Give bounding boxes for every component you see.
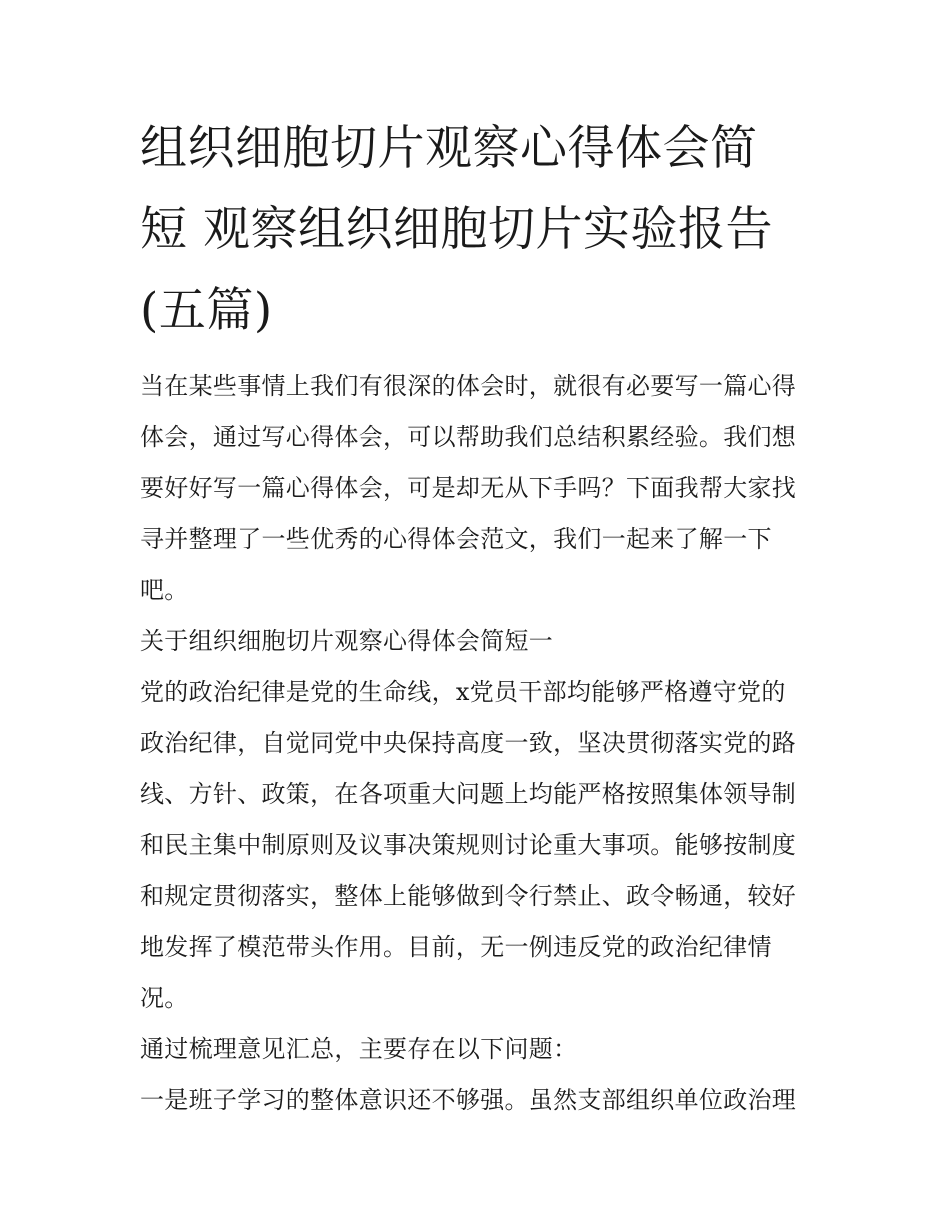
body-paragraph — [140, 1024, 820, 1075]
title-line: 组织细胞切片观察心得体会简 — [140, 121, 758, 176]
text-line: 一是班子学习的整体意识还不够强。虽然支部组织单位政治理 — [140, 1086, 797, 1114]
intro-paragraph — [140, 361, 820, 616]
text-line: 和规定贯彻落实，整体上能够做到令行禁止、政令畅通，较好 — [140, 882, 797, 910]
text-line: 况。 — [140, 984, 189, 1012]
text-line: 要好好写一篇心得体会，可是却无从下手吗？下面我帮大家找 — [140, 474, 797, 502]
text-line: 党的政治纪律是党的生命线，x党员干部均能够严格遵守党的 — [140, 678, 786, 706]
text-line: 寻并整理了一些优秀的心得体会范文，我们一起来了解一下 — [140, 525, 772, 553]
body-paragraph — [140, 1075, 820, 1126]
text-line: 线、方针、政策，在各项重大问题上均能严格按照集体领导制 — [140, 780, 797, 808]
text-line: 政治纪律，自觉同党中央保持高度一致，坚决贯彻落实党的路 — [140, 729, 797, 757]
text-line: 和民主集中制原则及议事决策规则讨论重大事项。能够按制度 — [140, 831, 797, 859]
document-page — [140, 108, 820, 1126]
text-line: 关于组织细胞切片观察心得体会简短一 — [140, 627, 554, 655]
body-paragraph — [140, 667, 820, 1024]
document-title — [140, 108, 820, 351]
text-line: 通过梳理意见汇总，主要存在以下问题： — [140, 1035, 578, 1063]
text-line: 体会，通过写心得体会，可以帮助我们总结积累经验。我们想 — [140, 423, 797, 451]
title-line: (五篇) — [140, 283, 273, 338]
section-heading — [140, 616, 820, 667]
text-line: 吧。 — [140, 576, 189, 604]
title-line: 短 观察组织细胞切片实验报告 — [140, 202, 773, 257]
text-line: 地发挥了模范带头作用。目前，无一例违反党的政治纪律情 — [140, 933, 772, 961]
text-line: 当在某些事情上我们有很深的体会时，就很有必要写一篇心得 — [140, 372, 797, 400]
